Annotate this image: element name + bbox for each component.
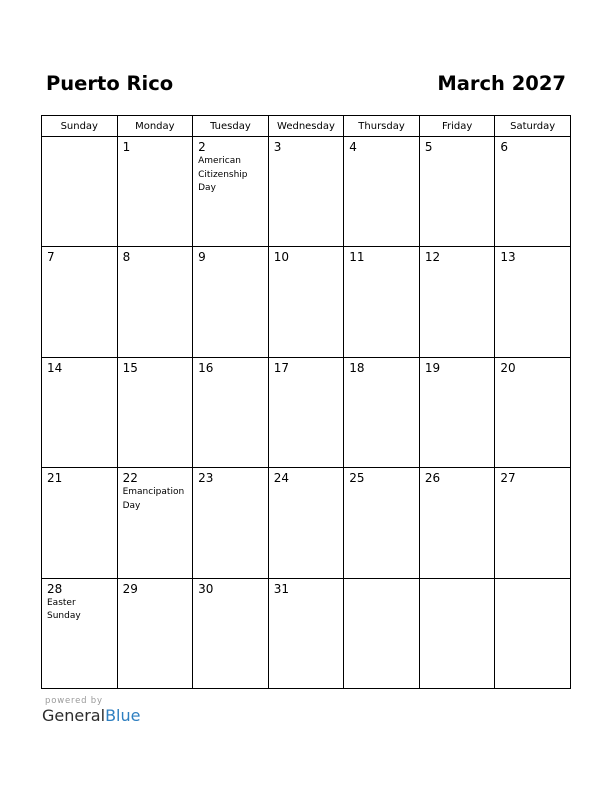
weekday-header-tuesday: Tuesday	[193, 116, 269, 137]
weekday-header-thursday: Thursday	[344, 116, 420, 137]
empty-day-cell	[344, 578, 420, 688]
week-row	[42, 578, 571, 688]
day-cell	[117, 357, 193, 467]
week-row	[42, 468, 571, 578]
day-number: 17	[273, 360, 289, 375]
day-cell	[268, 468, 344, 578]
day-number: 31	[273, 581, 289, 596]
weekday-header-row	[42, 116, 571, 137]
day-cell	[193, 468, 269, 578]
day-cell	[419, 137, 495, 247]
day-number: 20	[500, 360, 516, 375]
day-number: 5	[424, 140, 433, 154]
day-number: 14	[47, 360, 63, 375]
day-cell	[419, 247, 495, 357]
day-cell	[344, 357, 420, 467]
empty-day-cell	[495, 578, 571, 688]
day-cell	[117, 468, 193, 578]
footer-branding	[42, 696, 140, 726]
day-number: 25	[349, 471, 365, 486]
calendar-grid	[41, 115, 571, 689]
day-number: 9	[198, 250, 206, 265]
day-number: 21	[47, 471, 63, 486]
day-number: 10	[273, 250, 289, 265]
day-cell	[268, 247, 344, 357]
day-cell	[344, 468, 420, 578]
weekday-header-sunday: Sunday	[42, 116, 118, 137]
day-cell	[419, 468, 495, 578]
day-number: 28	[47, 581, 63, 596]
region-title: Puerto Rico	[46, 72, 174, 95]
week-row	[42, 247, 571, 357]
holiday-label: Emancipation Day	[122, 487, 185, 511]
day-number: 13	[500, 250, 516, 265]
day-cell	[495, 357, 571, 467]
day-cell	[193, 578, 269, 688]
day-number: 19	[424, 360, 441, 375]
logo-general-text: General	[42, 706, 106, 725]
day-cell	[268, 578, 344, 688]
day-cell	[42, 357, 118, 467]
day-cell	[495, 137, 571, 247]
day-number: 1	[122, 140, 131, 154]
day-number: 29	[122, 581, 138, 596]
holiday-label: Easter Sunday	[47, 597, 81, 622]
day-number: 3	[273, 140, 282, 154]
day-number: 26	[424, 471, 441, 486]
day-cell	[117, 137, 193, 247]
day-number: 22	[122, 471, 138, 486]
day-number: 2	[198, 140, 206, 154]
calendar-header	[46, 70, 566, 98]
empty-day-cell	[42, 137, 118, 247]
weekday-header-wednesday: Wednesday	[268, 116, 344, 137]
day-number: 27	[500, 471, 516, 486]
day-number: 11	[349, 250, 365, 265]
weekday-header-monday: Monday	[117, 116, 193, 137]
logo-blue-text: Blue	[105, 706, 141, 725]
day-number: 4	[349, 140, 357, 154]
week-row	[42, 137, 571, 247]
day-number: 18	[349, 360, 365, 375]
day-number: 6	[500, 140, 509, 154]
day-cell	[495, 468, 571, 578]
day-number: 15	[122, 360, 138, 375]
day-number: 7	[47, 250, 55, 265]
day-cell	[42, 468, 118, 578]
day-number: 16	[198, 360, 214, 375]
day-cell	[193, 137, 269, 247]
day-cell	[117, 578, 193, 688]
weekday-header-friday: Friday	[419, 116, 495, 137]
day-cell	[117, 247, 193, 357]
day-cell	[344, 137, 420, 247]
day-cell	[193, 357, 269, 467]
month-title: March 2027	[437, 72, 566, 95]
empty-day-cell	[419, 578, 495, 688]
day-cell	[419, 357, 495, 467]
day-number: 24	[273, 471, 289, 486]
day-number: 12	[424, 250, 441, 265]
day-cell	[42, 247, 118, 357]
day-cell	[193, 247, 269, 357]
day-number: 23	[198, 471, 214, 486]
powered-by-text: powered by	[45, 696, 103, 706]
weekday-header-saturday: Saturday	[495, 116, 571, 137]
day-number: 8	[122, 250, 131, 265]
week-row	[42, 357, 571, 467]
holiday-label: American Citizenship Day	[198, 156, 248, 193]
day-cell	[344, 247, 420, 357]
day-cell	[268, 137, 344, 247]
day-cell	[42, 578, 118, 688]
generalblue-logo[interactable]	[42, 706, 140, 725]
day-cell	[268, 357, 344, 467]
day-number: 30	[198, 581, 214, 596]
day-cell	[495, 247, 571, 357]
